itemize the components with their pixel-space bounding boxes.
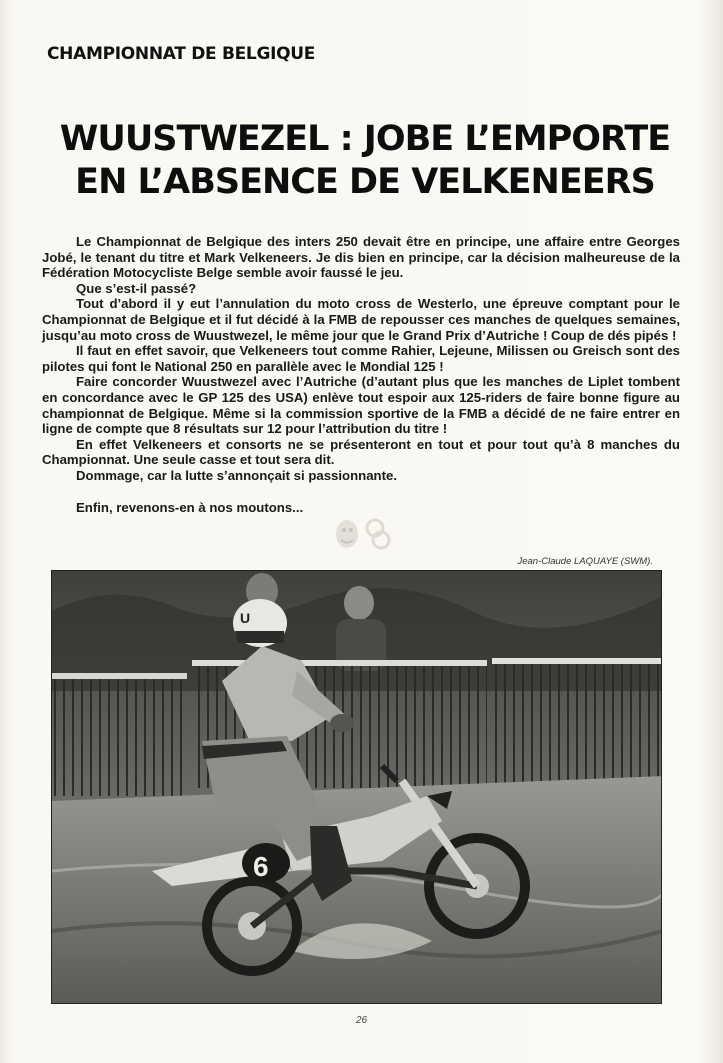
article-body — [42, 234, 680, 515]
bike-number: 6 — [253, 851, 269, 882]
article-paragraph: En effet Velkeneers et consorts ne se présenteront en tout et pour tout qu’à 8 manches du Championnat. Une seule casse et tout sera dit. — [42, 436, 680, 468]
headline — [40, 118, 690, 204]
article-closing-line: Enfin, revenons-en à nos moutons... — [76, 499, 304, 515]
article-paragraph: Tout d’abord il y eut l’annulation du moto cross de Westerlo, une épreuve comptant pour le Championnat de Belgique et il fut décidé à la FMB de repousser ces manches de quelques semaines, jusqu’au moto cross de Wuustwezel, le même jour que le Grand Prix d’Autriche ! Coup de dés pipés ! — [42, 296, 680, 343]
page-number: 26 — [355, 1015, 368, 1026]
article-paragraph: Que s’est-il passé? — [76, 280, 197, 296]
motocross-photo — [51, 570, 662, 1004]
article-paragraph: Dommage, car la lutte s’annonçait si passionnante. — [76, 467, 397, 483]
article-paragraph: Il faut en effet savoir, que Velkeneers tout comme Rahier, Lejeune, Milissen ou Greisch sont des pilotes qui font le National 250 en parallèle avec le Mondial 125 ! — [42, 343, 680, 374]
headline-line-1: WUUSTWEZEL : JOBE L’EMPORTE — [59, 119, 671, 159]
article-paragraph: Le Championnat de Belgique des inters 250 devait être en principe, une affaire entre Georges Jobé, le tenant du titre et Mark Velkeneers. Je dis bien en principe, car la décision malheureuse de la Fédération Motocycliste Belge semble avoir faussé le jeu. — [42, 234, 680, 281]
author-credit: Jean-Claude LAQUAYE (SWM). — [517, 556, 653, 567]
section-label: CHAMPIONNAT DE BELGIQUE — [47, 44, 316, 64]
headline-line-2: EN L’ABSENCE DE VELKENEERS — [75, 162, 655, 202]
watermark-logo-icon — [333, 516, 395, 552]
motocross-rider-icon — [52, 571, 662, 1004]
article-paragraph: Faire concorder Wuustwezel avec l’Autriche (d’autant plus que les manches de Liplet tombent en concordance avec le GP 125 des USA) enlève tout espoir aux 125-riders de faire bonne figure au championnat de Belgique. Même si la commission sportive de la FMB a décidé de ne faire entrer en ligne de compte que 8 résultats sur 12 pour l’attribution du titre ! — [42, 374, 680, 437]
svg-text:U: U — [240, 610, 251, 626]
